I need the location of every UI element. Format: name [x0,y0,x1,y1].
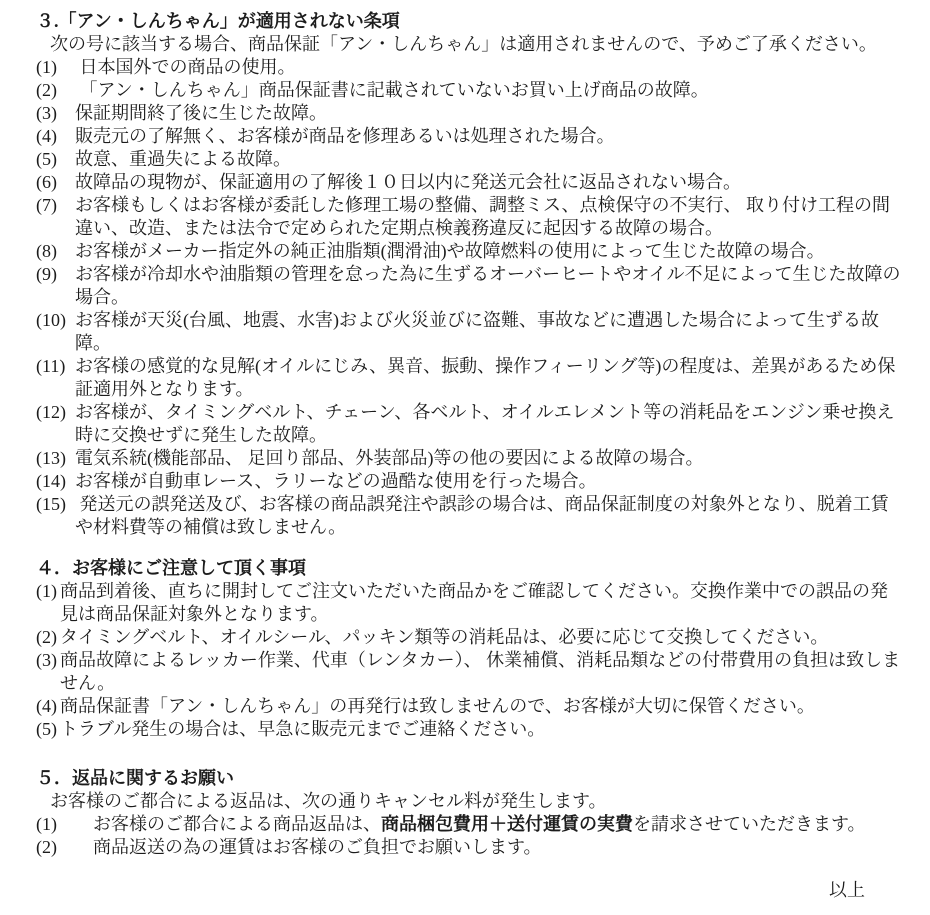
item-number: (10) [36,310,66,330]
item-number: (1) [36,814,57,834]
section-notes [36,557,905,741]
item-number: (3) [36,650,57,670]
list-item [36,649,905,695]
list-item [36,263,905,309]
list-item [36,240,905,263]
item-text: 販売元の了解無く、お客様が商品を修理あるいは処理された場合。 [75,126,615,146]
list-item [36,836,905,859]
document-closing-mark: 以上 [829,880,865,900]
item-text: トラブル発生の場合は、早急に販売元までご連絡ください。 [60,719,546,739]
list-item [36,695,905,718]
item-number: (5) [36,149,57,169]
list-item [36,56,905,79]
item-text: お客様がメーカー指定外の純正油脂類(潤滑油)や故障燃料の使用によって生じた故障の場合。 [75,241,825,261]
item-number: (3) [36,103,57,123]
item-text: 保証期間終了後に生じた故障。 [75,103,327,123]
list-item [36,309,905,355]
section-exclusions-heading: ３.「アン・しんちゃん」が適用されない条項 [36,11,400,31]
item-number: (13) [36,448,66,468]
section-returns-items [36,813,905,859]
item-text: お客様のご都合による商品返品は、商品梱包費用＋送付運賃の実費を請求させていただきます。 [75,814,866,834]
item-text: 電気系統(機能部品、 足回り部品、外装部品)等の他の要因による故障の場合。 [75,448,704,468]
item-text: お客様が天災(台風、地震、水害)および火災並びに盗難、事故などに遭遇した場合によって生ずる故障。 [75,310,879,353]
item-number: (11) [36,356,66,376]
item-text: タイミングベルト、オイルシール、パッキン類等の消耗品は、必要に応じて交換してください。 [60,627,829,647]
list-item [36,194,905,240]
item-number: (1) [36,581,57,601]
list-item [36,447,905,470]
item-text: 故障品の現物が、保証適用の了解後１０日以内に発送元会社に返品されない場合。 [75,172,741,192]
list-item [36,470,905,493]
item-text: お客様が自動車レース、ラリーなどの過酷な使用を行った場合。 [75,471,597,491]
item-text: 商品故障によるレッカー作業、代車（レンタカー）、 休業補償、消耗品類などの付帯費用の負担は致しません。 [60,650,901,693]
item-text: 「アン・しんちゃん」商品保証書に記載されていないお買い上げ商品の故障。 [75,80,709,100]
item-number: (5) [36,719,57,739]
section-returns-intro: お客様のご都合による返品は、次の通りキャンセル料が発生します。 [50,791,607,811]
item-text: お客様が、タイミングベルト、チェーン、各ベルト、オイルエレメント等の消耗品をエンジン乗せ換え時に交換せずに発生した故障。 [75,402,895,445]
item-number: (7) [36,195,57,215]
list-item [36,355,905,401]
item-number: (1) [36,57,57,77]
section-exclusions [36,10,905,539]
item-number: (4) [36,696,57,716]
item-number: (9) [36,264,57,284]
item-text: お客様が冷却水や油脂類の管理を怠った為に生ずるオーバーヒートやオイル不足によって生じた故障の場合。 [75,264,901,307]
item-text: 商品到着後、直ちに開封してご注文いただいた商品かをご確認してください。交換作業中での誤品の発見は商品保証対象外となります。 [60,581,888,624]
list-item [36,493,905,539]
item-number: (2) [36,627,57,647]
list-item [36,148,905,171]
item-text: 故意、重過失による故障。 [75,149,291,169]
item-text: 商品返送の為の運賃はお客様のご負担でお願いします。 [75,837,542,857]
item-number: (15) [36,494,66,514]
item-number: (8) [36,241,57,261]
list-item [36,718,905,741]
list-item [36,171,905,194]
list-item [36,580,905,626]
item-text: 日本国外での商品の使用。 [75,57,296,77]
section-notes-heading: ４．お客様にご注意して頂く事項 [36,558,306,578]
list-item [36,401,905,447]
section-exclusions-intro: 次の号に該当する場合、商品保証「アン・しんちゃん」は適用されませんので、予めご了承ください。 [50,34,877,54]
item-text: 発送元の誤発送及び、お客様の商品誤発注や誤診の場合は、商品保証制度の対象外となり、脱着工賃や材料費等の補償は致しません。 [75,494,889,537]
item-number: (14) [36,471,66,491]
item-number: (4) [36,126,57,146]
list-item [36,79,905,102]
item-number: (2) [36,80,57,100]
section-returns [36,767,905,859]
item-text: 商品保証書「アン・しんちゃん」の再発行は致しませんので、お客様が大切に保管ください。 [60,696,815,716]
item-text: お客様の感覚的な見解(オイルにじみ、異音、振動、操作フィーリング等)の程度は、差異があるため保証適用外となります。 [75,356,896,399]
section-exclusions-items [36,56,905,539]
section-notes-items [36,580,905,741]
item-number: (2) [36,837,57,857]
item-text: お客様もしくはお客様が委託した修理工場の整備、調整ミス、点検保守の不実行、 取り付け工程の間違い、改造、または法令で定められた定期点検義務違反に起因する故障の場合。 [75,195,891,238]
list-item [36,813,905,836]
list-item [36,102,905,125]
item-number: (6) [36,172,57,192]
list-item [36,125,905,148]
item-number: (12) [36,402,66,422]
section-returns-heading: ５．返品に関するお願い [36,768,234,788]
list-item [36,626,905,649]
